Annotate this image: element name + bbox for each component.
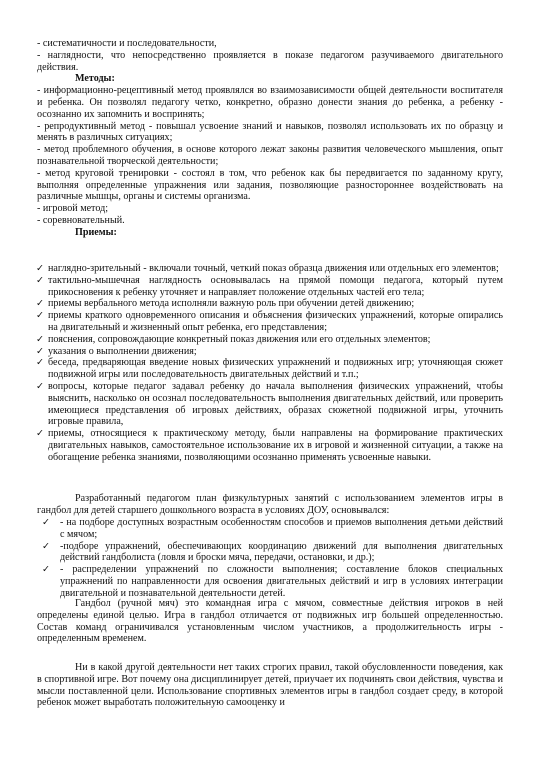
technique-item	[37, 346, 503, 358]
checkmark-icon: ✓	[36, 333, 44, 345]
checkmark-icon: ✓	[36, 298, 44, 310]
checkmark-icon: ✓	[36, 428, 44, 440]
technique-item	[37, 275, 503, 299]
technique-item	[37, 310, 503, 334]
final-paragraph: Ни в какой другой деятельности нет таких строгих правил, такой обусловленности поведения, как в спортивной игре. Вот почему она дисциплинирует детей, приучает их подчинять свои действия, чувства и мысли поставленной цели. Использование спортивных элементов игры в гандбол создает среду, в которой ребенок может выработать положительную самооценку и	[37, 662, 503, 709]
checkmark-icon: ✓	[42, 540, 50, 552]
checkmark-icon: ✓	[36, 310, 44, 322]
method-item: - метод круговой тренировки - состоял в том, что ребенок как бы передвигается по заданному кругу, выполняя определенные упражнения или задания, позволяющие разностороннее воздействовать на различные мышцы, органы и системы организма.	[37, 167, 503, 203]
checkmark-icon: ✓	[36, 345, 44, 357]
technique-text: приемы, относящиеся к практическому методу, были направлены на формирование практических двигательных навыков, самостоятельное использование их в игровой и жизненной ситуации, а также на обогащение ребенка знаниями, позволяющими осознанно применять усвоенные навыки.	[48, 428, 503, 463]
checkmark-icon: ✓	[36, 274, 44, 286]
plan-list	[42, 517, 503, 600]
handball-paragraph: Гандбол (ручной мяч) это командная игра с мячом, совместные действия игроков в ней определены единой целью. Игра в гандбол отличается от подвижных игр большей определенностью. Состав команд ограничивался установленным числом участников, а продолжительность игры - определенным временем.	[37, 598, 503, 645]
method-item: - репродуктивный метод - повышал усвоение знаний и навыков, позволял использовать их по образцу и менять в различных ситуациях;	[37, 120, 503, 144]
plan-item	[42, 564, 503, 599]
technique-text: наглядно-зрительный - включали точный, четкий показ образца движения или отдельных его элементов;	[48, 263, 499, 274]
techniques-heading: Приемы:	[75, 226, 117, 238]
plan-item-text: - распределении упражнений по сложности выполнения; составление блоков специальных упражнений по направленности для освоения двигательных действий и игр в условиях интеграции двигательной и познавательной деятельности детей.	[60, 564, 503, 599]
technique-item	[37, 428, 503, 463]
technique-item	[37, 334, 503, 346]
checkmark-icon: ✓	[36, 357, 44, 369]
technique-text: беседа, предваряющая введение новых физических упражнений и подвижных игр; уточняющая сюжет подвижной игры или последовательность двигательных действий и т.п.;	[48, 357, 503, 381]
intro-line: - наглядности, что непосредственно проявляется в показе педагогом разучиваемого двигательного действия.	[37, 49, 503, 73]
technique-item	[37, 357, 503, 381]
technique-item	[37, 381, 503, 428]
intro-line: - систематичности и последовательности,	[37, 38, 217, 49]
technique-text: приемы краткого одновременного описания и объяснения физических упражнений, которые опирались на двигательный и жизненный опыт ребенка, его представления;	[48, 310, 503, 333]
technique-text: пояснения, сопровождающие конкретный показ движения или его отдельных элементов;	[48, 333, 431, 345]
technique-text: тактильно-мышечная наглядность основывалась на прямой помощи педагога, который путем прикосновения к ребенку уточняет и направляет положение отдельных частей его тела;	[48, 274, 503, 298]
plan-item-text: - на подборе доступных возрастным особенностям способов и приемов выполнения детьми действий с мячом;	[60, 517, 503, 540]
technique-text: приемы вербального метода исполняли важную роль при обучении детей движению;	[48, 298, 415, 310]
method-item: - соревновательный.	[37, 214, 125, 226]
technique-item	[37, 263, 503, 275]
method-item: - метод проблемного обучения, в основе которого лежат законы развития человеческого мышления, опыт познавательной творческой деятельности;	[37, 144, 503, 167]
technique-text: вопросы, которые педагог задавал ребенку до начала выполнения физических упражнений, чтобы выяснить, насколько он осознал последовательность выполнения двигательных действий, или проверить имеющиеся представления об игровых действиях, образах сюжетной подвижной игры, уточнить игровые правила,	[48, 380, 503, 428]
checkmark-icon: ✓	[42, 564, 50, 576]
method-item: - игровой метод;	[37, 203, 109, 215]
checkmark-icon: ✓	[36, 263, 44, 274]
plan-item-text: -подборе упражнений, обеспечивающих координацию движений для выполнения двигательных действий гандболиста (ловля и броски мяча, передачи, остановки, и др.);	[60, 540, 503, 564]
technique-text: указания о выполнении движения;	[48, 345, 197, 357]
plan-item	[42, 517, 503, 541]
methods-heading: Методы:	[75, 73, 115, 85]
techniques-list	[37, 263, 503, 464]
checkmark-icon: ✓	[42, 517, 50, 528]
plan-item	[42, 540, 503, 565]
intro-and-methods	[37, 38, 503, 239]
technique-item	[37, 298, 503, 310]
checkmark-icon: ✓	[36, 380, 44, 392]
plan-paragraph: Разработанный педагогом план физкультурных занятий с использованием элементов игры в гандбол для детей старшего дошкольного возраста в условиях ДОУ, основывался:	[37, 493, 503, 516]
method-item: - информационно-рецептивный метод проявлялся во взаимозависимости общей деятельности воспитателя и ребенка. Он позволял педагогу четко, конкретно, образно донести знания до ребенка, а ребенку - осознанно их запомнить и воспринять;	[37, 85, 503, 120]
